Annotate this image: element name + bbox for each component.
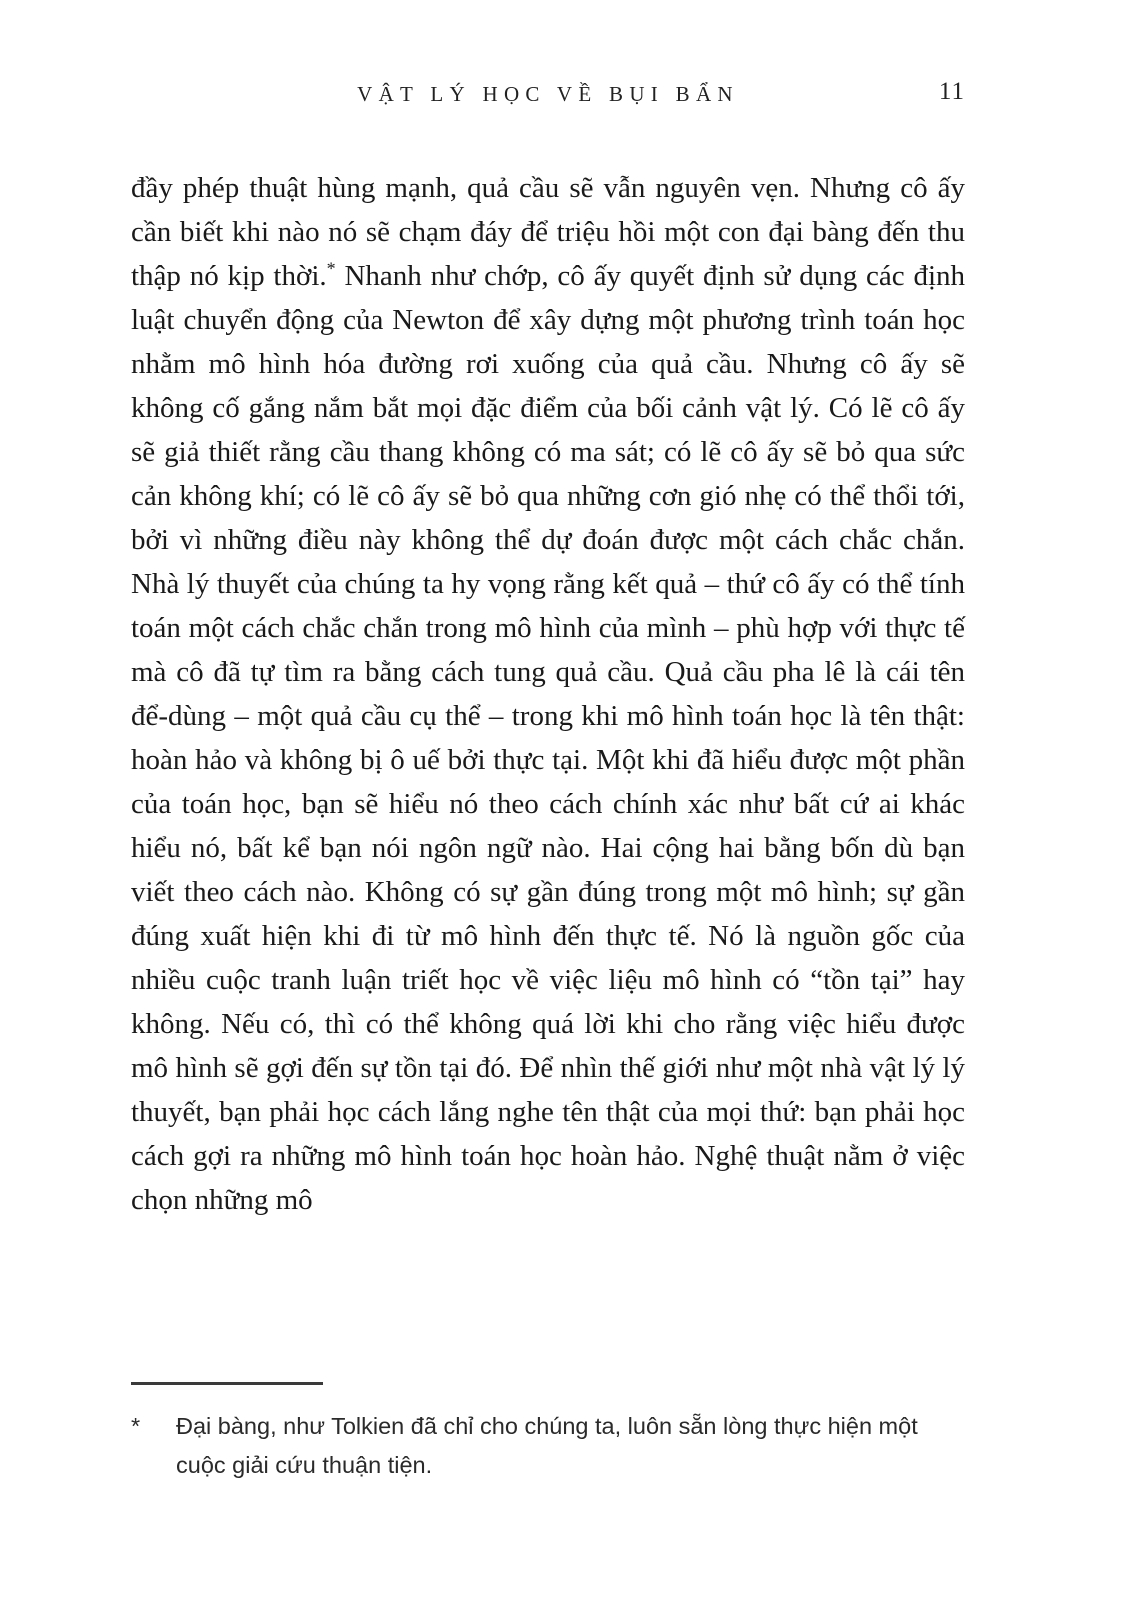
page-number: 11 xyxy=(938,78,965,105)
footnote-area xyxy=(131,1382,965,1485)
footnote-reference-marker: * xyxy=(326,258,336,279)
running-head xyxy=(131,78,965,107)
footnote-marker: * xyxy=(131,1413,141,1439)
footnote-text: Đại bàng, như Tolkien đã chỉ cho chúng ta, luôn sẵn lòng thực hiện một cuộc giải cứu thuận tiện. xyxy=(176,1413,918,1478)
footnote-rule xyxy=(131,1382,323,1385)
footnote xyxy=(131,1407,965,1485)
paragraph xyxy=(131,166,965,1222)
paragraph-text-before-ref: đầy phép thuật hùng mạnh, quả cầu sẽ vẫn nguyên vẹn. Nhưng cô ấy cần biết khi nào nó sẽ chạm đáy để triệu hồi một con đại bàng đến thu thập nó kịp thời. xyxy=(131,172,965,292)
running-head-title: VẬT LÝ HỌC VỀ BỤI BẨN xyxy=(357,82,739,106)
paragraph-text-after-ref: Nhanh như chớp, cô ấy quyết định sử dụng các định luật chuyển động của Newton để xây dựng một phương trình toán học nhằm mô hình hóa đường rơi xuống của quả cầu. Nhưng cô ấy sẽ không cố gắng nắm bắt mọi đặc điểm của bối cảnh vật lý. Có lẽ cô ấy sẽ giả thiết rằng cầu thang không có ma sát; có lẽ cô ấy sẽ bỏ qua sức cản không khí; có lẽ cô ấy sẽ bỏ qua những cơn gió nhẹ có thể thổi tới, bởi vì những điều này không thể dự đoán được một cách chắc chắn. Nhà lý thuyết của chúng ta hy vọng rằng kết quả – thứ cô ấy có thể tính toán một cách chắc chắn trong mô hình của mình – phù hợp với thực tế mà cô đã tự tìm ra bằng cách tung quả cầu. Quả cầu pha lê là cái tên để-dùng – một quả cầu cụ thể – trong khi mô hình toán học là tên thật: hoàn hảo và không bị ô uế bởi thực tại. Một khi đã hiểu được một phần của toán học, bạn sẽ hiểu nó theo cách chính xác như bất cứ ai khác hiểu nó, bất kể bạn nói ngôn ngữ nào. Hai cộng hai bằng bốn dù bạn viết theo cách nào. Không có sự gần đúng trong một mô hình; sự gần đúng xuất hiện khi đi từ mô hình đến thực tế. Nó là nguồn gốc của nhiều cuộc tranh luận triết học về việc liệu mô hình có “tồn tại” hay không. Nếu có, thì có thể không quá lời khi cho rằng việc hiểu được mô hình sẽ gợi đến sự tồn tại đó. Để nhìn thế giới như một nhà vật lý lý thuyết, bạn phải học cách lắng nghe tên thật của mọi thứ: bạn phải học cách gợi ra những mô hình toán học hoàn hảo. Nghệ thuật nằm ở việc chọn những mô xyxy=(131,260,966,1216)
body-text-block xyxy=(131,166,965,1222)
